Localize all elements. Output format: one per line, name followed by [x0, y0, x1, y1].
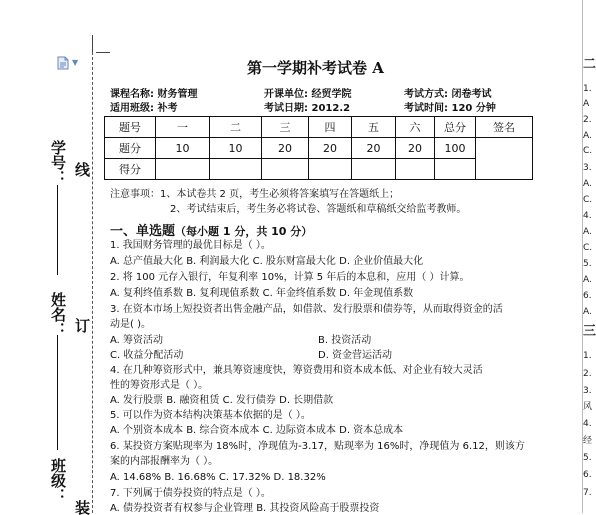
student-id-fill-line [57, 185, 58, 275]
question-line: 动是( )。 [110, 319, 151, 330]
crop-mark [92, 35, 93, 52]
binding-order-char: 订 [73, 318, 91, 333]
question-line: 7. 下列属于债券投资的特点是（ ）。 [110, 488, 271, 499]
time-row [404, 99, 496, 114]
next-page-text: 4. [583, 419, 592, 429]
class-info-value: 补考 [157, 103, 178, 114]
question-line: 4. 在几种筹资形式中，兼具筹资速度快，筹资费用和资本成本低、对企业有较大灵活 [110, 365, 483, 376]
crop-mark [96, 52, 110, 53]
question-line: 5. 可以作为资本结构决策基本依据的是（ ）。 [110, 410, 311, 421]
table-cell: 题分 [105, 138, 156, 159]
next-page-text: 1. [583, 84, 592, 94]
score-input-cell[interactable] [396, 159, 435, 180]
next-page-text: C. [583, 243, 593, 253]
section-subtitle: （每小题 1 分，共 10 分） [175, 225, 313, 238]
next-page-text: 5. [583, 453, 592, 463]
score-input-cell[interactable] [435, 159, 476, 180]
score-table-points-row [105, 138, 533, 159]
score-table-score-row [105, 159, 533, 180]
mode-label: 考试方式: [404, 89, 448, 100]
next-page-text: 风 [583, 402, 593, 412]
question-line: A. 筹资活动 [110, 335, 164, 346]
question-line: 6. 某投资方案贴现率为 18%时，净现值为-3.17，贴现率为 16%时，净现值为 6.12，则该方 [110, 441, 525, 452]
section-heading [110, 220, 312, 239]
exam-title: 第一学期补考试卷 A [247, 59, 384, 77]
table-cell: 20 [352, 138, 396, 159]
question-line: A. 总产值最大化 B. 利润最大化 C. 股东财富最大化 D. 企业价值最大化 [110, 256, 424, 267]
course-name-value: 财务管理 [157, 89, 198, 100]
document-icon[interactable] [57, 56, 69, 70]
table-cell: 三 [262, 117, 309, 138]
binding-line-char: 线 [73, 162, 91, 177]
unit-row [264, 85, 351, 100]
signature-cell[interactable] [476, 138, 533, 180]
table-cell: 二 [210, 117, 262, 138]
table-cell: 四 [309, 117, 352, 138]
dropdown-arrow-icon[interactable]: ▼ [72, 58, 79, 67]
name-label: 姓名： [49, 292, 67, 337]
table-cell: 得分 [105, 159, 156, 180]
question-line: 案的内部报酬率为（ ）。 [110, 456, 219, 467]
table-cell: 总分 [435, 117, 476, 138]
question-line: A. 债券投资者有权参与企业管理 B. 其投资风险高于股票投资 [110, 503, 380, 514]
time-value: 120 分钟 [451, 103, 496, 114]
question-line: A. 复利终值系数 B. 复利现值系数 C. 年金终值系数 D. 年金现值系数 [110, 288, 414, 299]
next-page-text: 3. [583, 163, 592, 173]
next-page-text: 4. [583, 211, 592, 221]
next-page-text: C. [583, 195, 593, 205]
question-line: D. 资金营运活动 [318, 350, 393, 361]
score-input-cell[interactable] [156, 159, 210, 180]
next-page-text: 6. [583, 470, 592, 480]
next-page-text: 经 [583, 436, 593, 446]
next-page-text: A. [583, 179, 592, 189]
section-title: 一、单选题 [110, 224, 176, 239]
notice-line-2: 2、考试结束后，考生务必将试卷、答题纸和草稿纸交给监考教师。 [170, 204, 467, 215]
date-row [264, 99, 350, 114]
question-line: 3. 在资本市场上短投资者出售金融产品，如借款、发行股票和债券等，从而取得资金的活 [110, 304, 503, 315]
table-cell: 10 [156, 138, 210, 159]
next-page-text: 6. [583, 291, 592, 301]
question-line: C. 收益分配活动 [110, 350, 184, 361]
next-page-text: A [583, 99, 590, 109]
mode-value: 闭卷考试 [451, 89, 492, 100]
question-line: A. 个别资本成本 B. 综合资本成本 C. 边际资本成本 D. 资本总成本 [110, 425, 404, 436]
notice-line-1: 注意事项：1、本试卷共 2 页，考生必须将答案填写在答题纸上； [110, 189, 400, 200]
score-input-cell[interactable] [309, 159, 352, 180]
class-label: 班级： [49, 458, 67, 503]
next-page-text: A. [583, 227, 592, 237]
binding-bottom-char: 装 [73, 500, 91, 515]
student-id-label: 学号： [49, 140, 67, 185]
class-info-label: 适用班级: [110, 103, 154, 114]
unit-value: 经贸学院 [311, 89, 352, 100]
next-page-text: 二 [583, 57, 596, 72]
question-line: A. 14.68% B. 16.68% C. 17.32% D. 18.32% [110, 472, 326, 483]
table-cell: 题号 [105, 117, 156, 138]
table-cell: 20 [262, 138, 309, 159]
table-cell: 10 [210, 138, 262, 159]
next-page-text: 2. [583, 115, 592, 125]
score-input-cell[interactable] [262, 159, 309, 180]
name-fill-line [57, 335, 58, 450]
next-page-text: A. [583, 275, 592, 285]
date-label: 考试日期: [264, 103, 308, 114]
score-input-cell[interactable] [210, 159, 262, 180]
course-name-row [110, 85, 197, 100]
table-cell: 一 [156, 117, 210, 138]
table-cell: 五 [352, 117, 396, 138]
table-cell: 100 [435, 138, 476, 159]
class-row [110, 99, 177, 114]
next-page-text: 5. [583, 259, 592, 269]
next-page-text: A. [583, 131, 592, 141]
table-cell: 20 [309, 138, 352, 159]
course-name-label: 课程名称: [110, 89, 154, 100]
next-page-text: A. [583, 307, 592, 317]
question-line: 性的筹资形式是（ ）。 [110, 380, 209, 391]
score-table [104, 116, 533, 180]
date-value: 2012.2 [311, 103, 351, 114]
next-page-text: 7. [583, 488, 592, 498]
question-line: 2. 将 100 元存入银行，年复利率 10%，计算 5 年后的本息和，应用（ ）计算。 [110, 272, 470, 283]
question-line: A. 发行股票 B. 融资租赁 C. 发行债券 D. 长期借款 [110, 395, 334, 406]
next-page-text: 3. [583, 386, 592, 396]
time-label: 考试时间: [404, 103, 448, 114]
table-cell: 20 [396, 138, 435, 159]
binding-dashed-line [92, 52, 93, 513]
question-line: B. 投资活动 [318, 335, 372, 346]
score-input-cell[interactable] [352, 159, 396, 180]
question-line: 1. 我国财务管理的最优目标是（ ）。 [110, 240, 271, 251]
next-page-text: 2. [583, 369, 592, 379]
mode-row [404, 85, 491, 100]
next-page-text: C. [583, 146, 593, 156]
table-cell: 签名 [476, 117, 533, 138]
next-page-text: 1. [583, 351, 592, 361]
unit-label: 开课单位: [264, 89, 308, 100]
table-cell: 六 [396, 117, 435, 138]
score-table-header-row [105, 117, 533, 138]
next-page-text: 三 [583, 324, 596, 339]
